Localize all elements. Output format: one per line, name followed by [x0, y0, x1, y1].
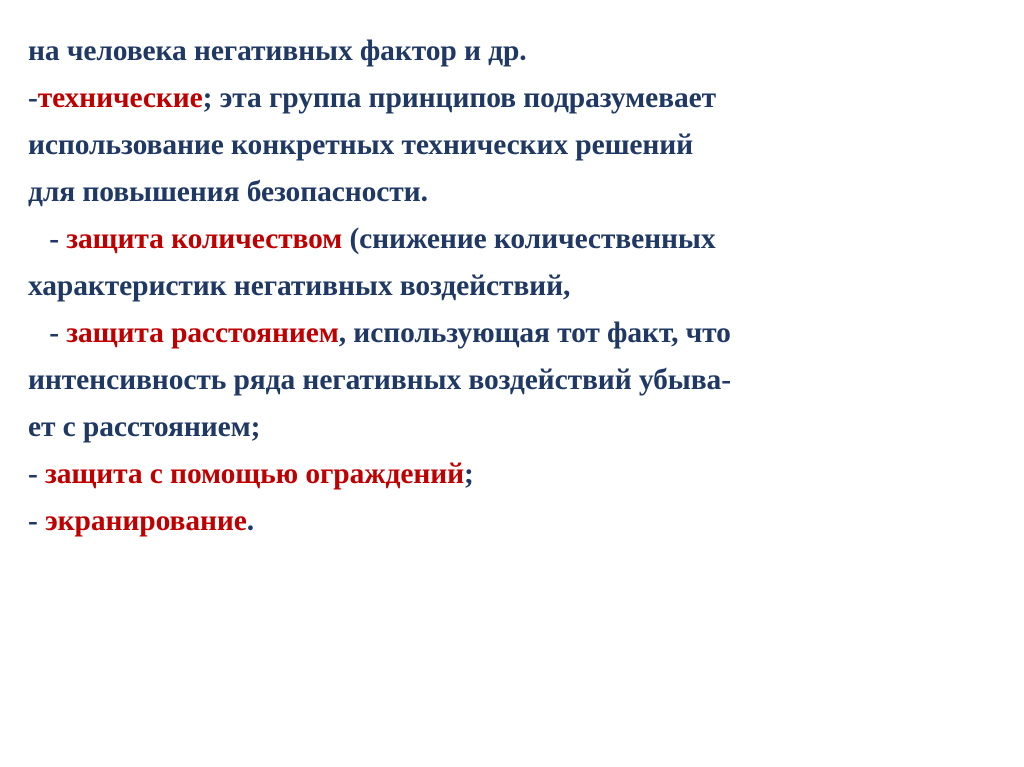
text-run: для повышения безопасности. — [28, 176, 428, 208]
highlighted-term: технические — [37, 82, 203, 114]
text-run: ет с расстоянием; — [28, 411, 261, 443]
highlighted-term: защита с помощью ограждений — [45, 458, 465, 490]
text-line — [28, 216, 996, 263]
text-line — [28, 28, 996, 75]
text-line — [28, 451, 996, 498]
text-line — [28, 169, 996, 216]
text-run: ; — [464, 458, 474, 490]
highlighted-term: защита количеством — [66, 223, 343, 255]
text-line — [28, 75, 996, 122]
text-line — [28, 122, 996, 169]
slide-text-block — [28, 28, 996, 545]
highlighted-term: защита расстоянием — [66, 317, 339, 349]
text-line — [28, 404, 996, 451]
text-run: - — [42, 317, 67, 349]
text-run: . — [246, 505, 255, 537]
text-run: интенсивность ряда негативных воздействий убыва- — [28, 364, 731, 396]
text-run: использование конкретных технических решений — [28, 129, 694, 161]
text-run: (снижение количественных — [342, 223, 716, 255]
text-line — [28, 263, 996, 310]
text-run: - — [28, 458, 45, 490]
text-line — [28, 498, 996, 545]
text-run: на человека негативных фактор и др. — [28, 35, 527, 67]
text-line — [28, 310, 996, 357]
text-run: ; эта группа принципов подразумевает — [202, 82, 716, 114]
text-run: , использующая тот факт, что — [338, 317, 731, 349]
highlighted-term: экранирование — [45, 505, 247, 537]
text-run: - — [28, 505, 45, 537]
text-run: - — [28, 82, 38, 114]
text-run: - — [42, 223, 67, 255]
text-line — [28, 357, 996, 404]
text-run: характеристик негативных воздействий, — [28, 270, 571, 302]
